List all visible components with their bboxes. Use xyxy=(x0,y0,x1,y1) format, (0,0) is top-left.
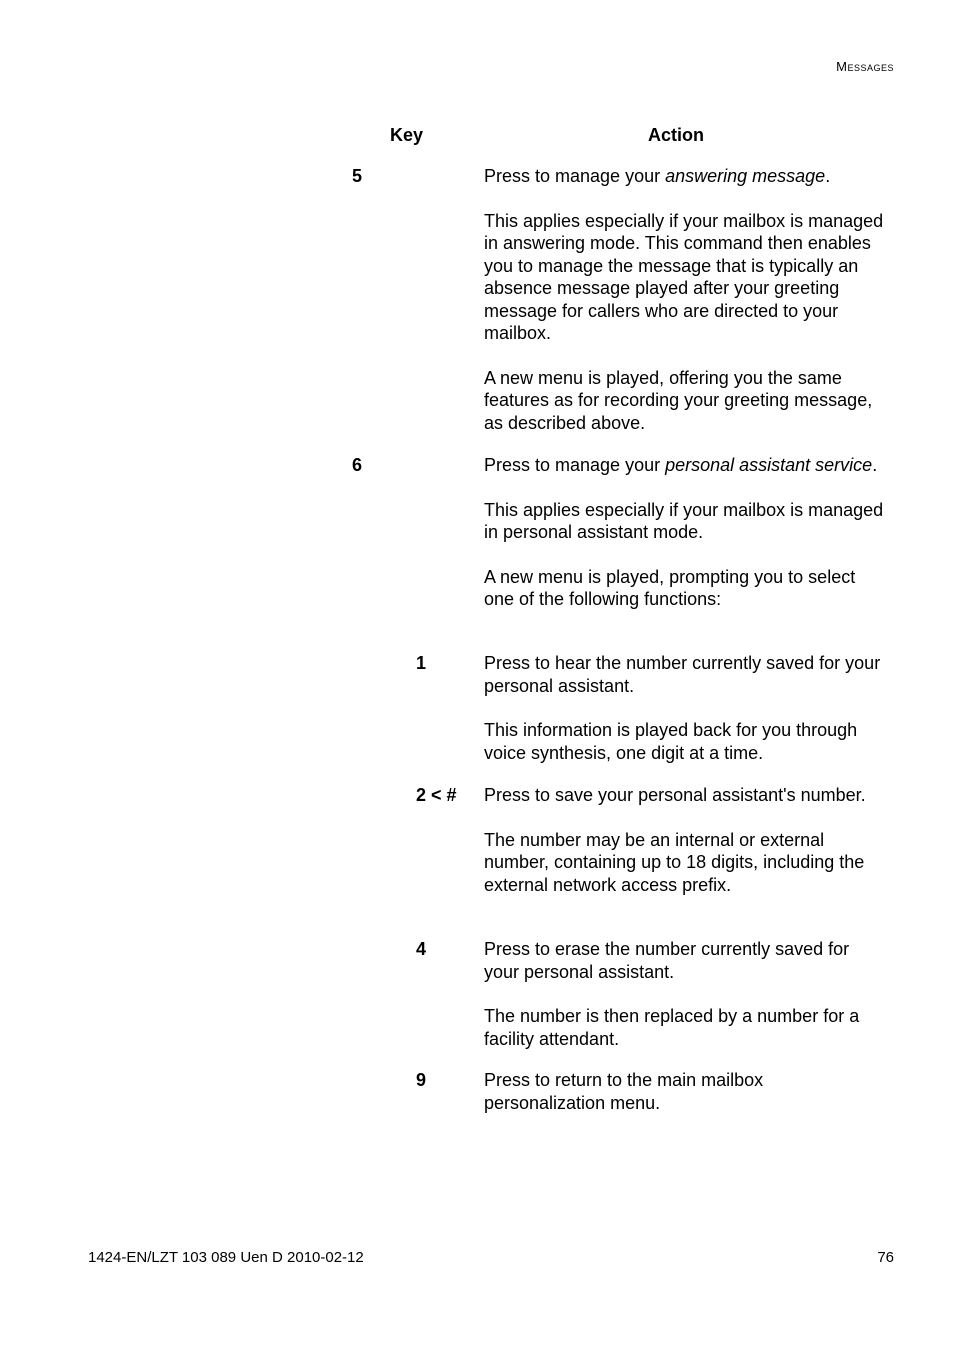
subkey-4: 4 xyxy=(416,939,427,959)
action-5-detail: This applies especially if your mailbox is managed in answering mode. This command then enables you to manage the message that is typically an absence message played after your greeting message for callers who are directed to your mailbox. xyxy=(484,210,884,343)
action-column-header: Action xyxy=(648,125,704,145)
key-6: 6 xyxy=(352,455,363,475)
subaction-2-hash xyxy=(484,784,884,918)
action-6-intro: Press to manage your personal assistant service. xyxy=(484,455,878,475)
subaction-2-hash-text: Press to save your personal assistant's number. xyxy=(484,785,866,805)
action-6-detail: This applies especially if your mailbox is managed in personal assistant mode. xyxy=(484,499,884,542)
key-column-header: Key xyxy=(390,125,424,145)
subaction-4-detail: The number is then replaced by a number for a facility attendant. xyxy=(484,1006,860,1049)
subkey-1: 1 xyxy=(416,653,427,673)
action-6 xyxy=(484,454,884,633)
running-header: Messages xyxy=(836,59,894,74)
key-5: 5 xyxy=(352,166,363,186)
subaction-1-detail: This information is played back for you through voice synthesis, one digit at a time. xyxy=(484,720,858,763)
subkey-9: 9 xyxy=(416,1070,427,1090)
subaction-1 xyxy=(484,652,884,786)
action-5-menu-note: A new menu is played, offering you the same features as for recording your greeting message, as described above. xyxy=(484,367,873,433)
subaction-4 xyxy=(484,938,884,1072)
subaction-4-text: Press to erase the number currently saved for your personal assistant. xyxy=(484,939,850,982)
subaction-2-hash-detail: The number may be an internal or external number, containing up to 18 digits, including the external network access prefix. xyxy=(484,829,865,895)
action-6-menu-note: A new menu is played, prompting you to select one of the following functions: xyxy=(484,566,856,609)
subkey-2-hash: 2 < # xyxy=(416,785,457,805)
footer-doc-id: 1424-EN/LZT 103 089 Uen D 2010-02-12 xyxy=(88,1249,364,1266)
action-5-intro: Press to manage your answering message. xyxy=(484,166,831,186)
subaction-9 xyxy=(484,1069,884,1136)
subaction-1-text: Press to hear the number currently saved for your personal assistant. xyxy=(484,653,881,696)
action-5 xyxy=(484,165,884,456)
footer-page-number: 76 xyxy=(877,1249,894,1266)
subaction-9-text: Press to return to the main mailbox personalization menu. xyxy=(484,1070,764,1113)
